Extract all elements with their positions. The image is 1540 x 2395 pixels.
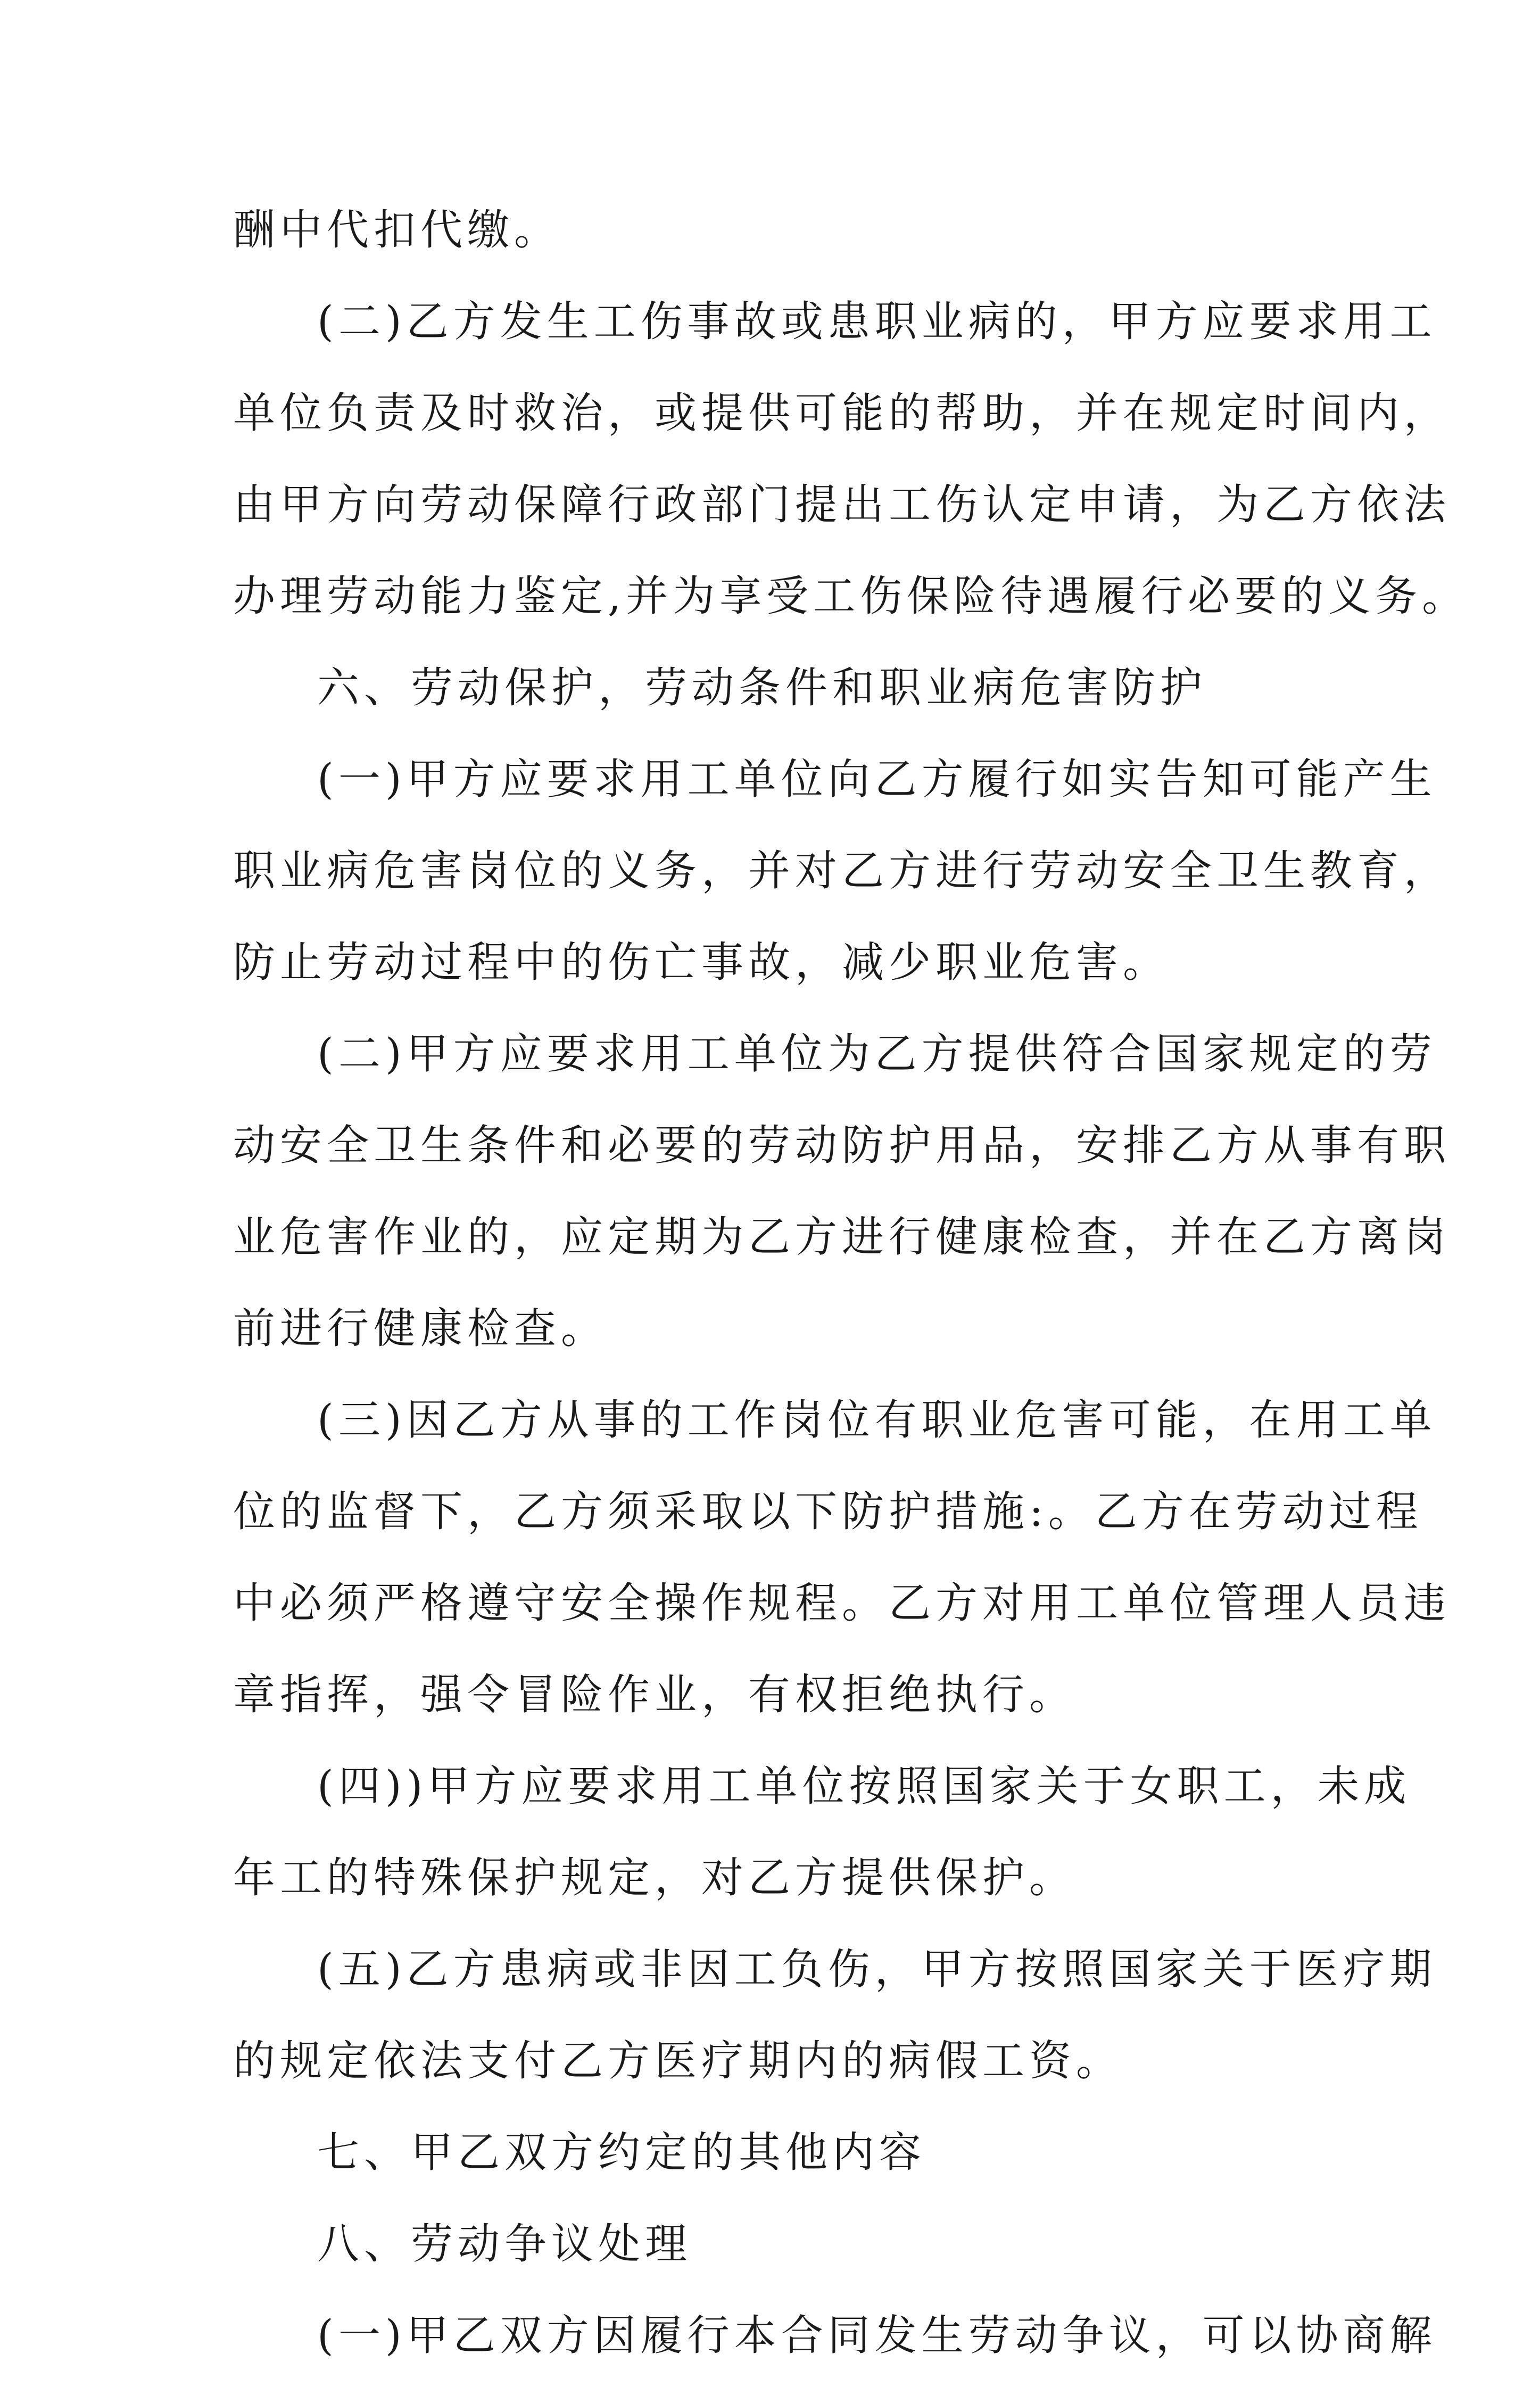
paragraph-line: (四))甲方应要求用工单位按照国家关于女职工，未成 bbox=[317, 1762, 1411, 1811]
paragraph-line: 职业病危害岗位的义务，并对乙方进行劳动安全卫生教育， bbox=[233, 846, 1451, 895]
paragraph-line: 中必须严格遵守安全操作规程。乙方对用工单位管理人员违 bbox=[233, 1579, 1451, 1628]
paragraph-line: 业危害作业的，应定期为乙方进行健康检查，并在乙方离岗 bbox=[233, 1212, 1451, 1261]
section-heading: 八、劳动争议处理 bbox=[317, 2219, 692, 2268]
paragraph-line: (五)乙方患病或非因工负伤，甲方按照国家关于医疗期 bbox=[317, 1945, 1437, 1994]
section-heading: 六、劳动保护，劳动条件和职业病危害防护 bbox=[317, 663, 1207, 712]
document-body bbox=[233, 198, 1469, 2395]
paragraph-line: 章指挥，强令冒险作业，有权拒绝执行。 bbox=[233, 1670, 1076, 1719]
paragraph-line: (三)因乙方从事的工作岗位有职业危害可能，在用工单 bbox=[317, 1395, 1437, 1444]
paragraph-line: (二)乙方发生工伤事故或患职业病的，甲方应要求用工 bbox=[317, 297, 1437, 346]
paragraph-line: 办理劳动能力鉴定,并为享受工伤保险待遇履行必要的义务。 bbox=[233, 572, 1469, 621]
paragraph-line: 单位负责及时救治，或提供可能的帮助，并在规定时间内， bbox=[233, 389, 1451, 437]
paragraph-line: 位的监督下，乙方须采取以下防护措施:。乙方在劳动过程 bbox=[233, 1487, 1423, 1536]
paragraph-line: 防止劳动过程中的伤亡事故，减少职业危害。 bbox=[233, 938, 1170, 987]
paragraph-line: 由甲方向劳动保障行政部门提出工伤认定申请，为乙方依法 bbox=[233, 480, 1451, 529]
paragraph-line: (一)甲方应要求用工单位向乙方履行如实告知可能产生 bbox=[317, 755, 1437, 804]
paragraph-line: (一)甲乙双方因履行本合同发生劳动争议，可以协商解 bbox=[317, 2311, 1437, 2360]
paragraph-line: 前进行健康检查。 bbox=[233, 1304, 608, 1353]
paragraph-line: 年工的特殊保护规定，对乙方提供保护。 bbox=[233, 1853, 1076, 1902]
paragraph-line: 的规定依法支付乙方医疗期内的病假工资。 bbox=[233, 2036, 1123, 2085]
paragraph-line: 酬中代扣代缴。 bbox=[233, 205, 561, 254]
paragraph-line: (二)甲方应要求用工单位为乙方提供符合国家规定的劳 bbox=[317, 1029, 1437, 1078]
section-heading: 七、甲乙双方约定的其他内容 bbox=[317, 2128, 926, 2177]
paragraph-line: 动安全卫生条件和必要的劳动防护用品，安排乙方从事有职 bbox=[233, 1121, 1451, 1170]
